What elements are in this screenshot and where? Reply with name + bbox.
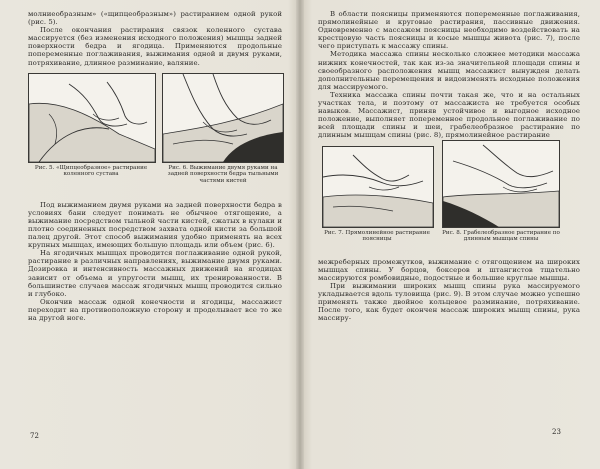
left-page-number: 72 <box>30 432 39 440</box>
right-paragraph: Техника массажа спины почти такая же, что и на остальных участках тела, и поэтому от массажиста не требуется особых навыков. Массажист, приняв устойчивое и выгодное исходное положение, выполняет попеременное продольное поглаживание по всей площади спины и шеи, грабелеобразное растирание по длинным мышцам спины (рис. 8), прямолинейное растирание <box>318 90 580 140</box>
right-page-number: 23 <box>552 428 561 436</box>
left-paragraph: На ягодичных мышцах проводится поглаживание одной рукой, растирание в различных направлениях, выжимание двумя руками. Дозировка и интенсивность массажных движений на ягодицах зависит от объема и упругости мышц, их тренированности. В большинстве случаев массаж ягодичных мышц проводится сильно и глубоко. <box>28 249 282 298</box>
figure-8-illustration <box>442 140 560 228</box>
right-paragraph: При выжимании широких мышц спины рука массируемого укладывается вдоль туловища (рис. 9). В этом случае можно успешно применять также двойное кольцевое разминание, потряхивание. После того, как будет окончен массаж широких мышц спины, рука массиру- <box>318 281 580 323</box>
figure-7-illustration <box>322 146 434 228</box>
left-paragraph: Под выжиманием двумя руками на задней поверхности бедра в условиях бани следует понимать не обычное отягощение, а выжимание посредством тыльной части кистей, сжатых в кулаки и плотно соединенных посредством захвата одной кисти за большой палец другой. Этот способ выжимания удобно применять на всех крупных мышцах, имеющих большую площадь или объем (рис. 6). <box>28 200 282 250</box>
figure-6-caption: Рис. 6. Выжимание двумя руками на задней поверхности бедра тыльными частями кистей <box>167 164 279 184</box>
right-page <box>302 0 600 469</box>
figure-7-caption: Рис. 7. Прямолинейное растирание поясницы <box>324 229 430 243</box>
right-paragraph: межреберных промежутков, выжимание с отягощением на широких мышцах спины. У борцов, боксеров и штангистов тщательно массируются ромбовидные, подостные и большие круглые мышцы. <box>318 257 580 282</box>
figure-8-caption: Рис. 8. Грабелеобразное растирание по длинным мышцам спины <box>442 229 560 243</box>
right-paragraph: Методика массажа спины несколько сложнее методики массажа нижних конечностей, так как из-за значительной площади спины и своеобразного расположения мышц массажист вынужден делать дополнительные перемещения и видоизменять исходные положения для массируемого. <box>318 50 580 91</box>
left-paragraph: молниеобразным» («щипцеобразным») растиранием одной рукой (рис. 5). <box>28 10 282 27</box>
left-figure-row <box>28 67 282 187</box>
figure-6-illustration <box>162 73 284 163</box>
left-paragraph: Окончив массаж одной конечности и ягодицы, массажист переходит на противоположную сторону и проделывает все то же на другой ноге. <box>28 297 282 322</box>
left-page <box>0 0 298 469</box>
figure-5-illustration <box>28 73 156 163</box>
left-paragraph: После окончания растирания связок коленного сустава массируется (без изменения исходного положения) мышцы задней поверхности бедра и ягодица. Применяются продольные попеременные поглаживания, выжимания одной и двумя руками, потряхивание, длинное разминание, валяние. <box>28 26 282 67</box>
right-figure-row <box>318 140 580 252</box>
right-paragraph: В области поясницы применяются попеременные поглаживания, прямолинейные и круговые растирания, пассивные движения. Одновременно с массажем поясницы необходимо воздействовать на крестцовую часть поясницы и косые мышцы живота (рис. 7), после чего приступать к массажу спины. <box>318 10 580 51</box>
figure-5-caption: Рис. 5. «Щипцеобразное» растирание коленного сустава <box>34 164 148 178</box>
